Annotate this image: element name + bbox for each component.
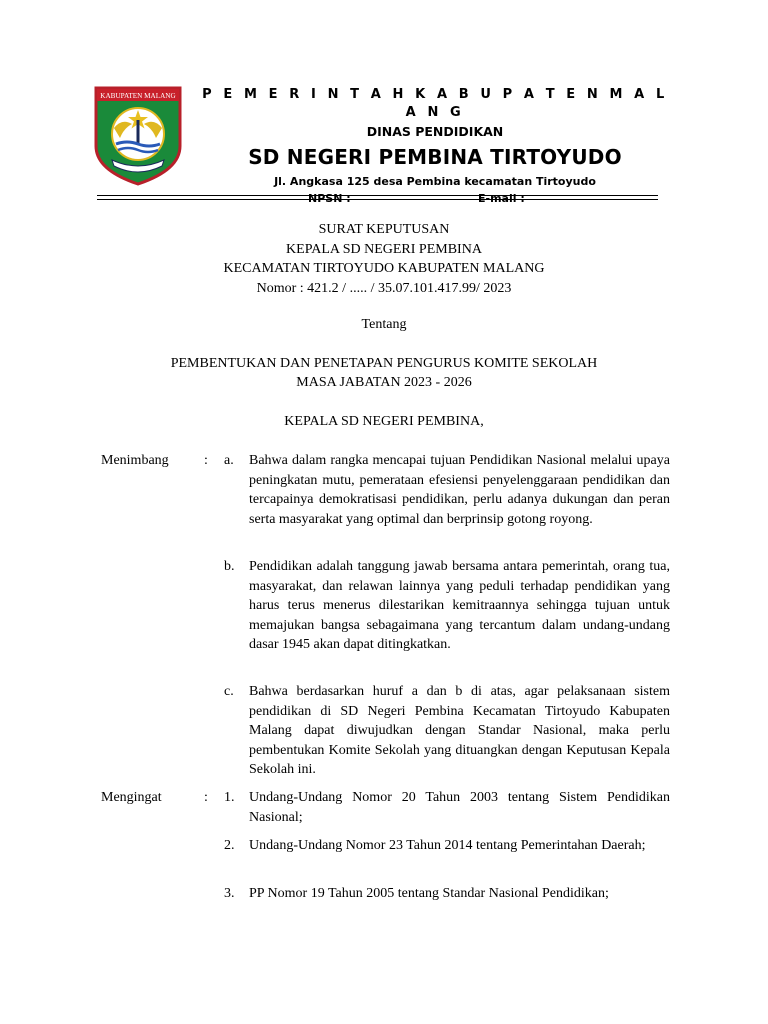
- menimbang-colon: :: [204, 453, 208, 468]
- tentang-label: Tentang: [361, 317, 407, 332]
- decree-title: [100, 220, 668, 298]
- mengingat-item-2: Undang-Undang Nomor 23 Tahun 2014 tentang Pemerintahan Daerah;: [249, 838, 646, 853]
- mengingat-item-3: PP Nomor 19 Tahun 2005 tentang Standar Nasional Pendidikan;: [249, 886, 609, 901]
- school-address: Jl. Angkasa 125 desa Pembina kecamatan Tirtoyudo: [274, 175, 596, 188]
- mengingat-colon: :: [204, 790, 208, 805]
- menimbang-label: Menimbang: [101, 453, 169, 468]
- email-label: E-mail :: [478, 192, 525, 205]
- emblem-text: KABUPATEN MALANG: [100, 92, 176, 100]
- government-name: P E M E R I N T A H K A B U P A T E N M A L A N G: [202, 87, 668, 120]
- mengingat-marker-2: 2.: [224, 838, 235, 853]
- letterhead-rule-thick: [97, 195, 658, 196]
- department-name: DINAS PENDIDIKAN: [366, 124, 504, 139]
- menimbang-item-c: Bahwa berdasarkan huruf a dan b di atas, agar pelaksanaan sistem pendidikan di SD Negeri Pembina Kecamatan Tirtoyudo Kabupaten Malang dapat diwujudkan dengan Standar Nasional, maka perlu pembentukan Komite Sekolah yang dituangkan dengan Keputusan Kepala Sekolah ini.: [249, 684, 670, 777]
- menimbang-item-b: Pendidikan adalah tanggung jawab bersama antara pemerintah, orang tua, masyarakat, dan relawan lainnya yang peduli terhadap pendidikan yang harus terus menerus dilestarikan kemitraannya sehingga tujuan untuk memajukan bangsa sebagaimana yang tercantum dalam undang-undang dasar 1945 akan dapat ditingkatkan.: [249, 559, 670, 652]
- npsn-label: NPSN :: [308, 192, 351, 205]
- decree-title-line1: SURAT KEPUTUSAN: [318, 222, 450, 237]
- school-name: SD NEGERI PEMBINA TIRTOYUDO: [248, 145, 622, 169]
- decree-title-line3: KECAMATAN TIRTOYUDO KABUPATEN MALANG: [223, 261, 545, 276]
- menimbang-marker-b: b.: [224, 559, 235, 574]
- issuer-heading: KEPALA SD NEGERI PEMBINA,: [284, 414, 484, 429]
- mengingat-marker-3: 3.: [224, 886, 235, 901]
- menimbang-marker-c: c.: [224, 684, 234, 699]
- subject-line1: PEMBENTUKAN DAN PENETAPAN PENGURUS KOMITE SEKOLAH: [170, 356, 598, 371]
- mengingat-marker-1: 1.: [224, 790, 235, 805]
- decree-title-line2: KEPALA SD NEGERI PEMBINA: [286, 241, 482, 257]
- decree-number: Nomor : 421.2 / ..... / 35.07.101.417.99/ 2023: [256, 280, 512, 296]
- mengingat-item-1: Undang-Undang Nomor 20 Tahun 2003 tentang Sistem Pendidikan Nasional;: [249, 790, 670, 825]
- menimbang-item-a: Bahwa dalam rangka mencapai tujuan Pendidikan Nasional melalui upaya peningkatan mutu, pemerataan efesiensi penyelenggaraan pendidikan dan tercapainya demokratisasi pendidikan, perlu adanya dukungan dan peran serta masyarakat yang optimal dan berprinsip gotong royong.: [249, 453, 670, 527]
- menimbang-marker-a: a.: [224, 453, 234, 468]
- letterhead-rule-thin: [97, 199, 658, 200]
- subject-line2: MASA JABATAN 2023 - 2026: [296, 375, 472, 390]
- mengingat-label: Mengingat: [101, 790, 162, 805]
- kabupaten-malang-emblem: [92, 84, 184, 188]
- letterhead: [200, 86, 670, 207]
